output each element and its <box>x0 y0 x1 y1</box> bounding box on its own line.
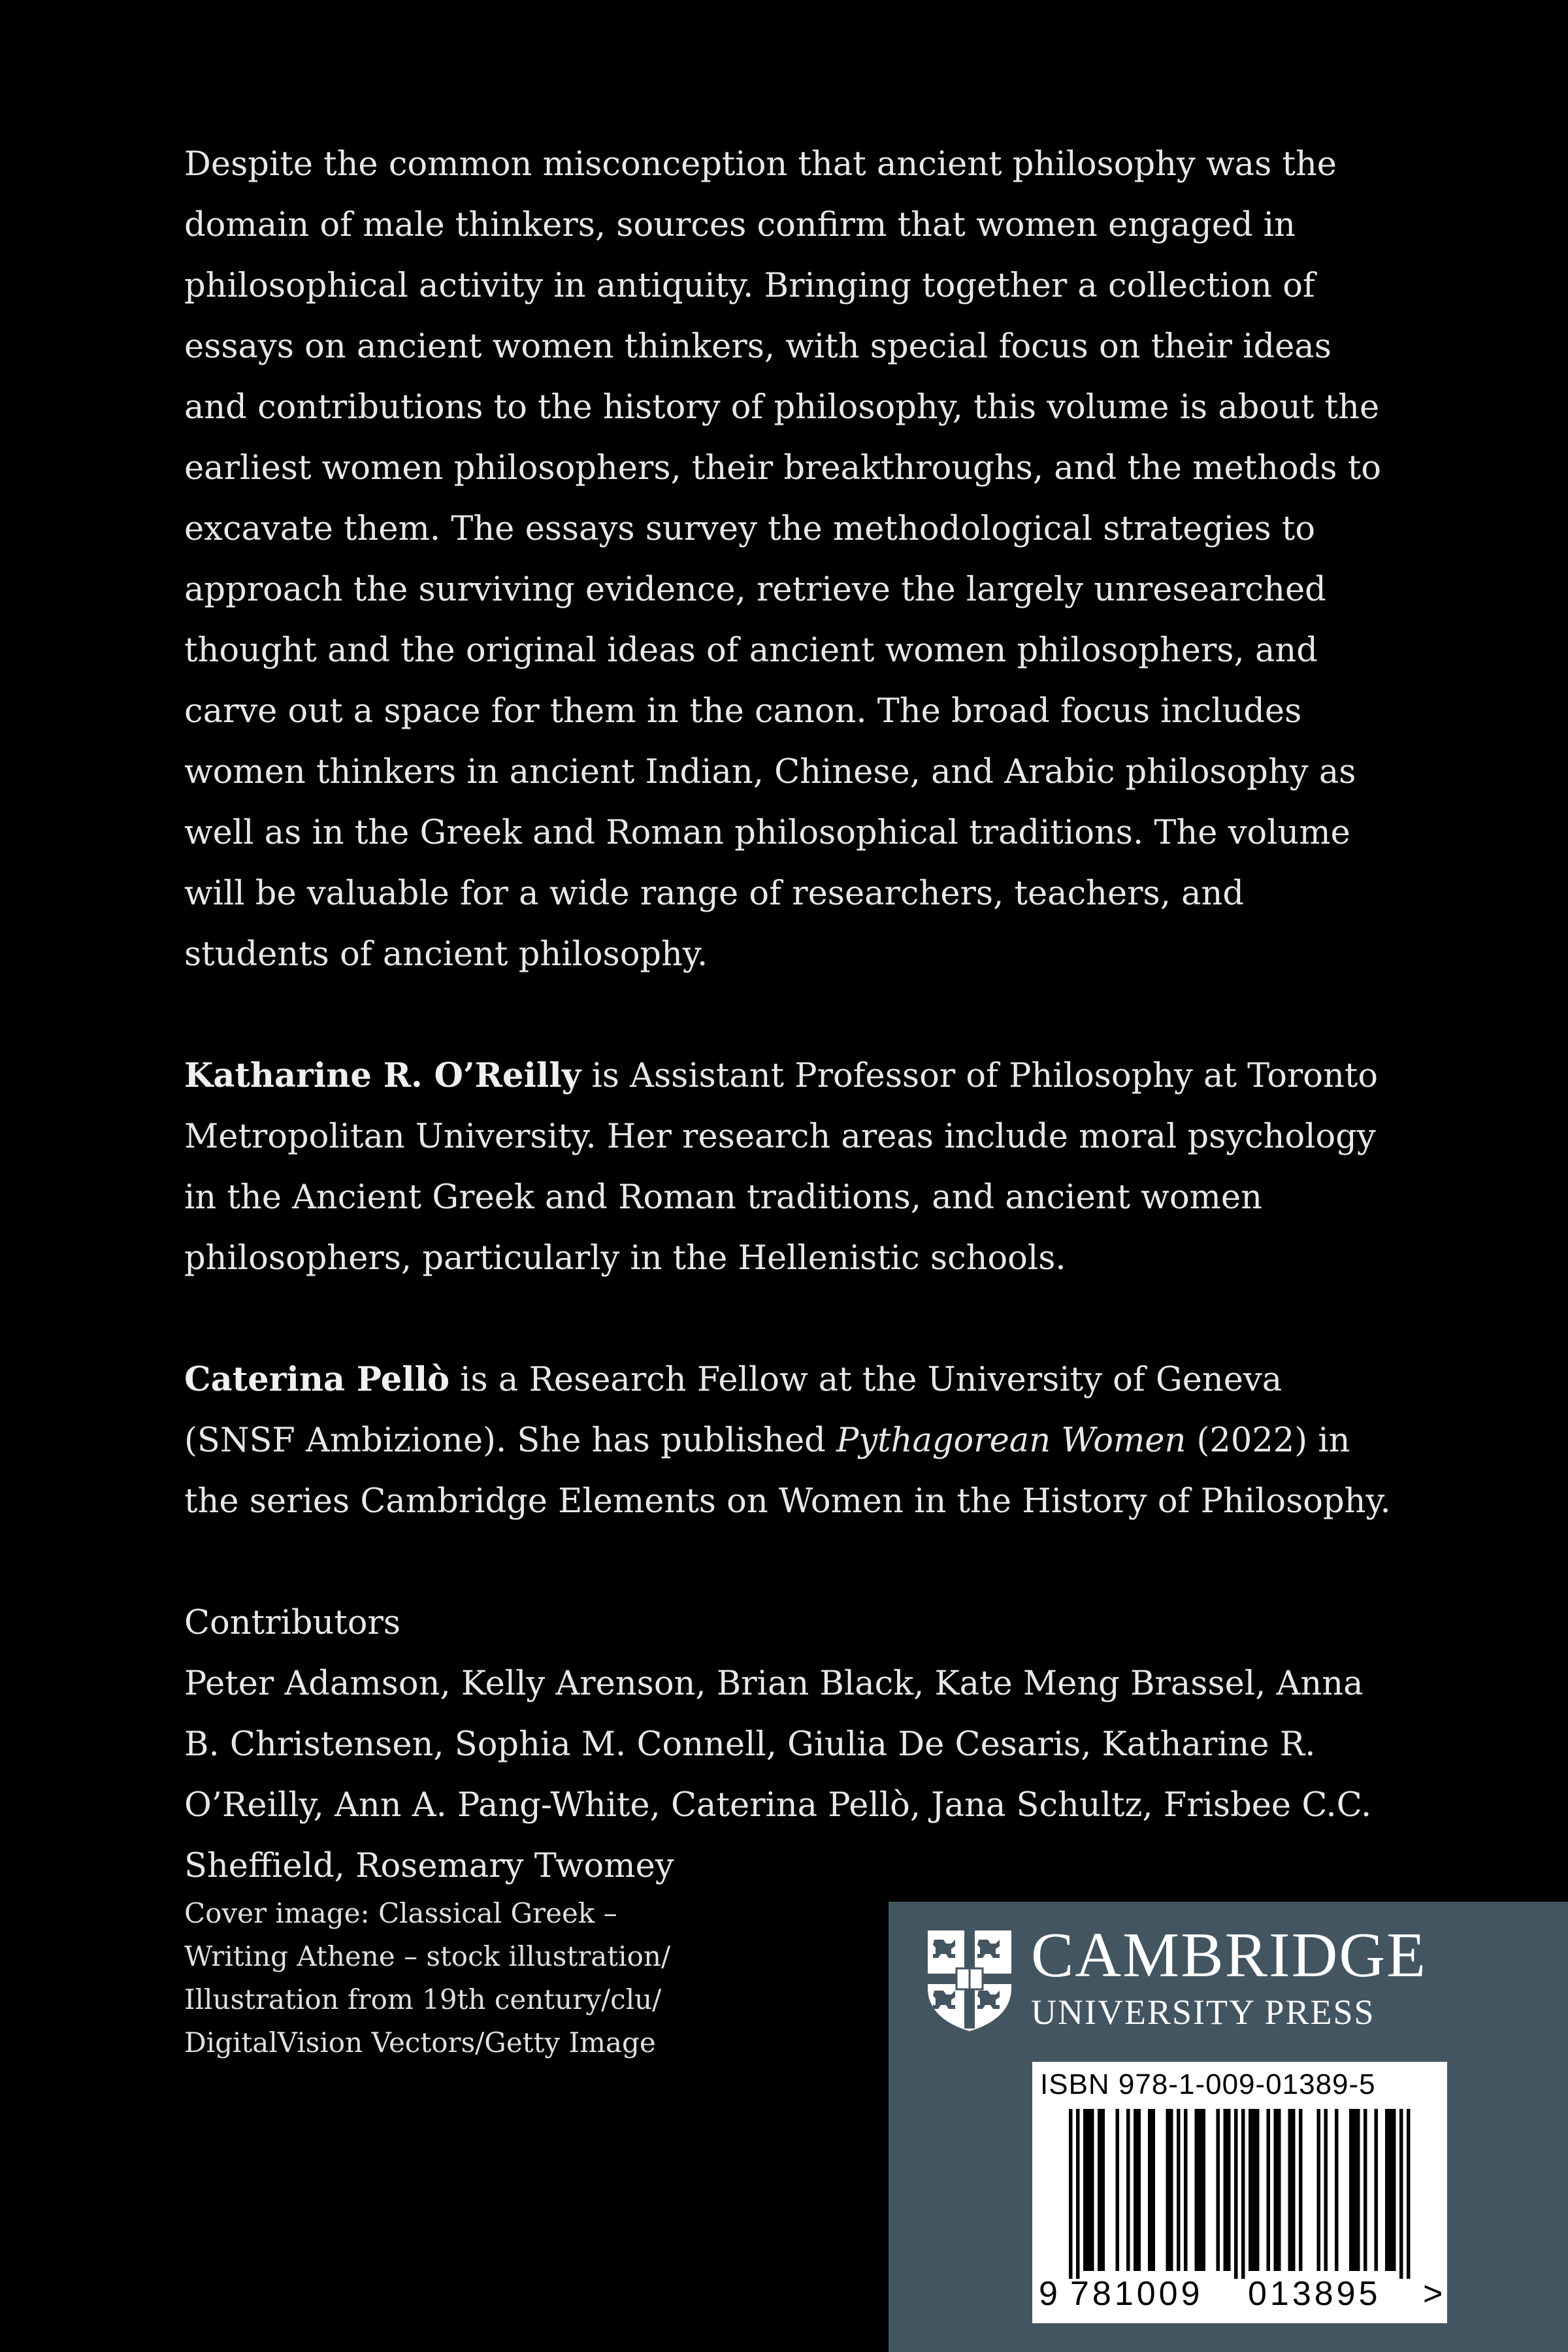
barcode-bar <box>1148 2109 1152 2271</box>
barcode-bar <box>1392 2109 1396 2271</box>
barcode-bar <box>1353 2109 1357 2271</box>
credit-line: Cover image: Classical Greek – <box>184 1897 617 1929</box>
barcode-bar <box>1277 2109 1281 2271</box>
barcode-bar <box>1087 2109 1091 2271</box>
cover-image-credit <box>184 1892 838 2064</box>
isbn-label: ISBN 978-1-009-01389-5 <box>1040 2068 1376 2100</box>
editor-bio-text: is a Research Fellow at the University of Geneva (SNSF Ambizione). She has published <box>184 1361 1282 1460</box>
barcode-bar <box>1356 2109 1360 2271</box>
barcode-bar <box>1241 2109 1245 2279</box>
barcode-bar <box>1169 2109 1173 2271</box>
barcode-bar <box>1098 2109 1102 2271</box>
barcode-group-left: 781009 <box>1070 2275 1203 2313</box>
cambridge-shield-icon <box>925 1928 1014 2032</box>
barcode-bar <box>1288 2109 1292 2271</box>
barcode-bar <box>1317 2109 1321 2271</box>
barcode-bar <box>1198 2109 1202 2271</box>
barcode-bar <box>1224 2109 1228 2271</box>
barcode-bar <box>1090 2109 1094 2271</box>
isbn-barcode <box>1032 2062 1447 2323</box>
barcode-bar <box>1267 2109 1271 2271</box>
publisher-name <box>1031 1921 1427 2032</box>
barcode-bar <box>1126 2109 1130 2271</box>
barcode-digits <box>1032 2274 1447 2313</box>
contributors-list: Peter Adamson, Kelly Arenson, Brian Black, Kate Meng Brassel, Anna B. Christensen, Sophia M. Connell, Giulia De Cesaris, Katharine R. O’Reilly, Ann A. Pang-White, Caterina Pellò, Jana Schultz, Frisbee C.C. Sheffield, Rosemary Twomey <box>184 1665 1372 1885</box>
barcode-bar <box>1292 2109 1296 2271</box>
publisher-panel <box>889 1902 1568 2352</box>
barcode-bar <box>1137 2109 1141 2271</box>
barcode-bar <box>1152 2109 1156 2271</box>
barcode-bar <box>1385 2109 1389 2271</box>
barcode-bar <box>1184 2109 1188 2271</box>
barcode-bar <box>1324 2109 1328 2271</box>
barcode-bar <box>1399 2109 1403 2279</box>
editor-bio-text: is Assistant Professor of Philosophy at Toronto Metropolitan University. Her research areas include moral psychology in the Ancient Greek and Roman traditions, and ancient women philosophers, particularly in the Hellenistic schools. <box>184 1057 1379 1278</box>
editor-name: Caterina Pellò <box>184 1360 449 1399</box>
publisher-name-line1: CAMBRIDGE <box>1031 1920 1428 1991</box>
credit-line: Illustration from 19th century/clu/ <box>184 1983 662 2015</box>
barcode-group-right: 013895 <box>1248 2275 1381 2313</box>
barcode-bar <box>1177 2109 1181 2271</box>
barcode-bar <box>1256 2109 1260 2271</box>
credit-line: Writing Athene – stock illustration/ <box>184 1940 671 1972</box>
publisher-name-line2: UNIVERSITY PRESS <box>1031 1993 1375 2032</box>
contributors-block <box>184 1593 1399 1897</box>
barcode-bar <box>1116 2109 1120 2271</box>
barcode-bar <box>1389 2109 1393 2271</box>
barcode-bar <box>1407 2109 1411 2279</box>
barcode-bar <box>1335 2109 1339 2271</box>
barcode-bar <box>1102 2109 1105 2271</box>
editor-bio-pello <box>184 1350 1399 1532</box>
barcode-bar <box>1349 2109 1353 2271</box>
contributors-heading: Contributors <box>184 1604 401 1642</box>
barcode-bar <box>1069 2109 1073 2279</box>
barcode-bar <box>1274 2109 1278 2271</box>
text-column <box>184 134 1399 1897</box>
barcode-bar <box>1195 2109 1199 2271</box>
editor-name: Katharine R. O’Reilly <box>184 1056 581 1095</box>
barcode-bar <box>1227 2109 1231 2271</box>
editor-bio-oreilly <box>184 1046 1399 1289</box>
barcode-bar <box>1249 2109 1252 2271</box>
credit-line: DigitalVision Vectors/Getty Image <box>184 2027 656 2059</box>
barcode-bar <box>1234 2109 1238 2279</box>
book-title: Pythagorean Women <box>836 1421 1186 1460</box>
barcode-bar <box>1252 2109 1256 2271</box>
barcode-bars <box>1036 2109 1443 2279</box>
barcode-bar <box>1299 2109 1303 2271</box>
editor-bio-text: (2022) in the series Cambridge Elements on Women in the History of Philosophy. <box>184 1421 1391 1521</box>
barcode-bar <box>1364 2109 1367 2271</box>
barcode-quiet-zone-mark: > <box>1423 2275 1443 2313</box>
barcode-bar <box>1202 2109 1206 2271</box>
barcode-bar <box>1166 2109 1170 2271</box>
barcode-bar <box>1076 2109 1080 2279</box>
barcode-bar <box>1134 2109 1137 2271</box>
barcode-lead-digit: 9 <box>1039 2275 1058 2313</box>
barcode-bar <box>1083 2109 1087 2271</box>
barcode-bar <box>1375 2109 1379 2271</box>
barcode-bar <box>1217 2109 1220 2271</box>
blurb-text: Despite the common misconception that ancient philosophy was the domain of male thinkers, sources confirm that women engaged in philosophical activity in antiquity. Bringing together a collection of essays on ancient women thinkers, with special focus on their ideas and contributions to the history of philosophy, this volume is about the earliest women philosophers, their breakthroughs, and the methods to excavate them. The essays survey the methodological strategies to approach the surviving evidence, retrieve the largely unresearched thought and the original ideas of ancient women philosophers, and carve out a space for them in the canon. The broad focus includes women thinkers in ancient Indian, Chinese, and Arabic philosophy as well as in the Greek and Roman philosophical traditions. The volume will be valuable for a wide range of researchers, teachers, and students of ancient philosophy. <box>184 145 1381 974</box>
blurb-paragraph <box>184 134 1399 985</box>
